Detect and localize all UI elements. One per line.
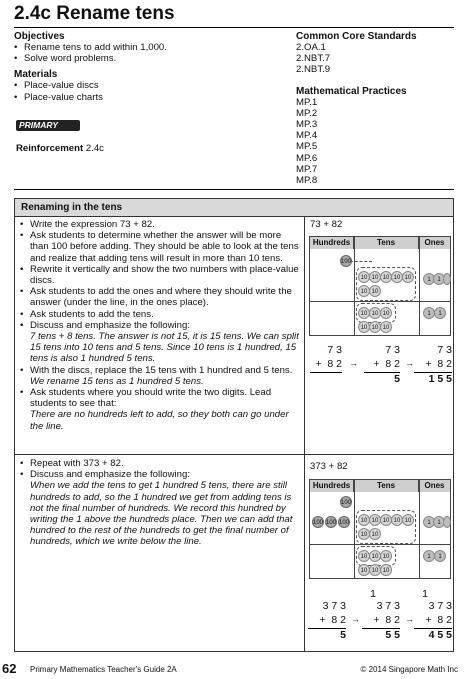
place-value-disc: 1 [433,273,445,285]
step-item: • Ask students to add the tens. [20,309,300,320]
step-item: • Write the expression 73 + 82. [20,219,300,230]
step-item: • Ask students to add the ones and where they should write the answer (under the line, in the ones place). [20,286,300,308]
material-item: • Place-value charts [14,92,264,103]
place-value-disc: 100 [338,516,350,528]
place-value-disc: 10 [380,321,392,333]
place-value-disc: 10 [380,550,392,562]
place-value-disc: 10 [369,285,381,297]
place-value-disc: 1 [423,550,435,562]
col-ones: Ones [419,237,451,249]
material-item: • Place-value discs [14,80,264,91]
place-value-disc: 10 [369,528,381,540]
place-value-disc: 10 [358,550,370,562]
place-value-disc: 10 [358,307,370,319]
place-value-disc: 1 [423,273,435,285]
mp-item: MP.5 [296,141,318,153]
place-value-disc: 1 [423,307,435,319]
place-value-disc: 1 [434,550,446,562]
objectives-section [14,31,264,103]
materials-heading: Materials [14,69,58,81]
box-title: Renaming in the tens [15,199,453,217]
place-value-disc: 10 [369,321,381,333]
place-value-disc: 10 [380,564,392,576]
step-item: • With the discs, replace the 15 tens with 1 hundred and 5 tens. We rename 15 tens as 1 hundred 5 tens. [20,365,300,387]
col-tens: Tens [354,480,419,492]
ccs-item: 2.NBT.9 [296,64,331,76]
place-value-disc [443,516,451,528]
place-value-disc [443,273,451,285]
col-tens: Tens [354,237,419,249]
place-value-disc: 10 [380,514,392,526]
step-item: • Ask students to determine whether the answer will be more than 100 before adding. They should be able to look at the tens and realize that adding tens will result in more than 10 tens. [20,230,300,264]
standards-section [296,31,456,186]
place-value-disc: 10 [358,271,370,283]
rename-arrow [350,261,372,262]
place-value-disc: 10 [358,514,370,526]
section1-text [20,219,300,432]
chart1-expression: 73 + 82 [310,219,343,230]
objective-item: • Solve word problems. [14,53,264,64]
mp-item: MP.6 [296,152,318,164]
place-value-disc: 1 [434,307,446,319]
step-item: • Rewrite it vertically and show the two numbers with place-value discs. [20,264,300,286]
step-item: • Repeat with 373 + 82. [20,458,300,469]
ccs-item: 2.NBT.7 [296,53,331,65]
objective-item: • Rename tens to add within 1,000. [14,42,264,53]
vertical-addition-2: 3 7 3 + 8 2 5 1 3 7 3 + 8 2 5 5 1 3 7 3 + 8 2 4 5 5 → → [306,590,454,646]
place-value-disc: 10 [369,550,381,562]
mp-item: MP.2 [296,107,318,119]
place-value-disc: 10 [369,271,381,283]
mp-item: MP.3 [296,119,318,131]
place-value-disc: 10 [358,528,370,540]
mp-heading: Mathematical Practices [296,85,407,97]
mp-item: MP.1 [296,96,318,108]
col-ones: Ones [419,480,451,492]
mp-item: MP.8 [296,175,318,187]
step-item: • Ask students where you should write the two digits. Lead students to see that: There are no hundreds left to add, so they both can go under the line. [20,387,300,432]
book-title: Primary Mathematics Teacher's Guide 2A [30,665,177,674]
col-hundreds: Hundreds [310,480,354,492]
step-item: • Discuss and emphasize the following: 7 tens + 8 tens. The answer is not 15, it is 15 tens. We can split 15 tens into 10 tens and 5 tens. Since 10 tens is 1 hundred, 15 tens is also 1 hundred 5 tens. [20,320,300,365]
chart2-expression: 373 + 82 [310,461,348,472]
page-number: 62 [2,661,17,676]
place-value-disc: 10 [380,271,392,283]
place-value-disc: 10 [391,514,403,526]
reinforcement: Reinforcement 2.4c [16,143,104,154]
place-value-disc: 10 [380,307,392,319]
vertical-addition-1: 7 3 + 8 2 7 3 + 8 2 5 7 3 + 8 2 1 5 5 → → [308,344,454,384]
col-hundreds: Hundreds [310,237,354,249]
place-value-disc: 10 [402,514,414,526]
place-value-disc: 100 [325,516,337,528]
place-value-disc: 10 [358,321,370,333]
place-value-disc: 10 [358,564,370,576]
place-value-disc: 100 [312,516,324,528]
page-title: 2.4c Rename tens [14,3,175,24]
place-value-disc: 100 [340,496,352,508]
copyright: © 2014 Singapore Math Inc [360,665,458,674]
step-item: • Discuss and emphasize the following: When we add the tens to get 1 hundred 5 tens, there are still hundreds to add, so the 1 hundred we get from adding tens is not the final number of hundreds. We record this hundred by writing the 1 above the hundreds place. Then we can add that hundred to the rest of the hundreds to get the final number of hundreds, which we write below the line. [20,469,300,547]
column-divider [304,216,305,652]
place-value-chart-2 [309,479,451,579]
place-value-disc: 10 [369,514,381,526]
section2-text [20,458,300,548]
place-value-disc: 10 [369,307,381,319]
place-value-disc: 10 [391,271,403,283]
place-value-disc: 10 [369,564,381,576]
mp-item: MP.7 [296,163,318,175]
place-value-disc: 1 [423,516,435,528]
objectives-heading: Objectives [14,31,65,42]
hundred-disc: 100 [340,255,352,267]
place-value-chart-1 [309,236,451,336]
mp-item: MP.4 [296,130,318,142]
title-rule [14,27,454,28]
primary-logo: PRIMARY [16,120,80,131]
place-value-disc: 10 [402,271,414,283]
place-value-disc: 10 [358,285,370,297]
place-value-disc: 1 [433,516,445,528]
header-rule [14,189,454,190]
section-divider [14,454,454,455]
ccs-item: 2.OA.1 [296,42,326,53]
ccs-heading: Common Core Standards [296,31,417,42]
